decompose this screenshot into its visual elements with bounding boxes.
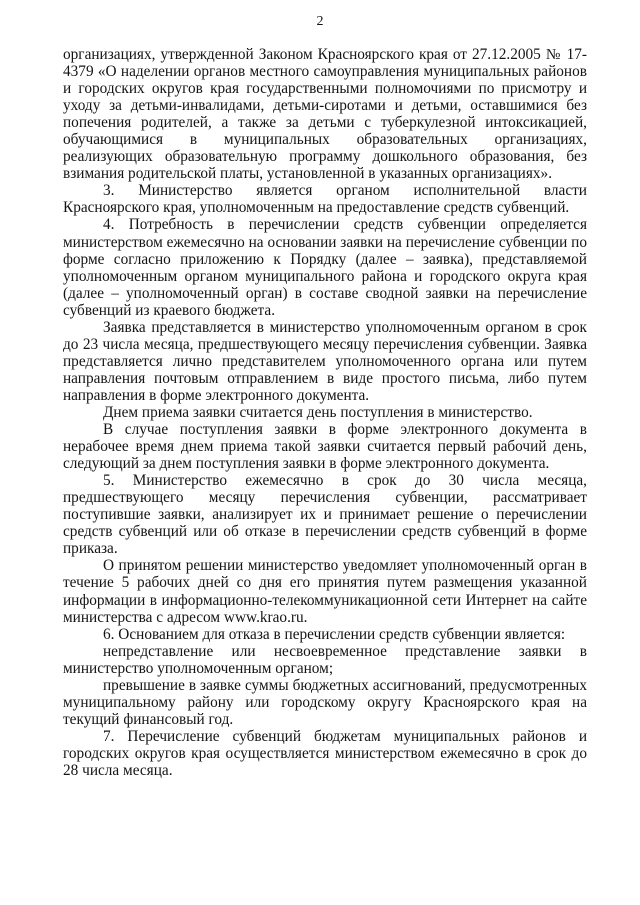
paragraph-6-refusal-grounds: 6. Основанием для отказа в перечислении средств субвенции является: bbox=[103, 625, 566, 643]
paragraph-3-ministry-role: 3. Министерство является органом исполнительной власти Красноярского края, уполномоченным на предоставление средств субвенций. bbox=[63, 182, 587, 217]
paragraph-4-subvention-need: 4. Потребность в перечислении средств субвенции определяется министерством ежемесячно на основании заявки на перечисление субвенции по форме согласно приложению к Порядку (далее – заявка), представляемой уполномоченным органом муниципального района и городского округа края (далее – уполномоченный орган) в составе сводной заявки на перечисление субвенций из краевого бюджета. bbox=[63, 216, 587, 319]
paragraph-7-transfer: 7. Перечисление субвенций бюджетам муниципальных районов и городских округов края осуществляется министерством ежемесячно в срок до 28 числа месяца. bbox=[63, 727, 587, 779]
paragraph-notification: О принятом решении министерство уведомляет уполномоченный орган в течение 5 рабочих дней со дня его принятия путем размещения указанной информации в информационно-телекоммуникационной сети Интернет на сайте министерства с адресом www.krao.ru. bbox=[63, 557, 587, 626]
paragraph-5-review: 5. Министерство ежемесячно в срок до 30 числа месяца, предшествующего месяцу перечисления субвенции, рассматривает поступившие заявки, анализирует их и принимает решение о перечислении средств субвенций или об отказе в перечислении средств субвенций в форме приказа. bbox=[63, 472, 587, 558]
paragraph-refusal-ground-1: непредставление или несвоевременное представление заявки в министерство уполномоченным органом; bbox=[63, 642, 587, 677]
paragraph-refusal-ground-2: превышение в заявке суммы бюджетных ассигнований, предусмотренных муниципальному району или городскому округу Красноярского края на текущий финансовый год. bbox=[63, 676, 587, 728]
paragraph-receipt-day: Днем приема заявки считается день поступления в министерство. bbox=[103, 403, 533, 421]
paragraph-application-submission: Заявка представляется в министерство уполномоченным органом в срок до 23 числа месяца, предшествующего месяцу перечисления субвенции. Заявка представляется лично представителем уполномоченного органа или путем направления почтовым отправлением в виде простого письма, либо путем направления в форме электронного документа. bbox=[63, 318, 587, 404]
document-body bbox=[63, 46, 587, 779]
paragraph-decree-reference: организациях, утвержденной Законом Красноярского края от 27.12.2005 № 17-4379 «О наделении органов местного самоуправления муниципальных районов и городских округов края государственными полномочиями по присмотру и уходу за детьми-инвалидами, детьми-сиротами и детьми, оставшимися без попечения родителей, а также за детьми с туберкулезной интоксикацией, обучающимися в муниципальных образовательных организациях, реализующих образовательную программу дошкольного образования, без взимания родительской платы, установленной в указанных организациях». bbox=[63, 46, 587, 183]
paragraph-electronic-receipt: В случае поступления заявки в форме электронного документа в нерабочее время днем приема такой заявки считается первый рабочий день, следующий за днем поступления заявки в форме электронного документа. bbox=[63, 421, 587, 473]
page-number: 2 bbox=[316, 14, 324, 29]
